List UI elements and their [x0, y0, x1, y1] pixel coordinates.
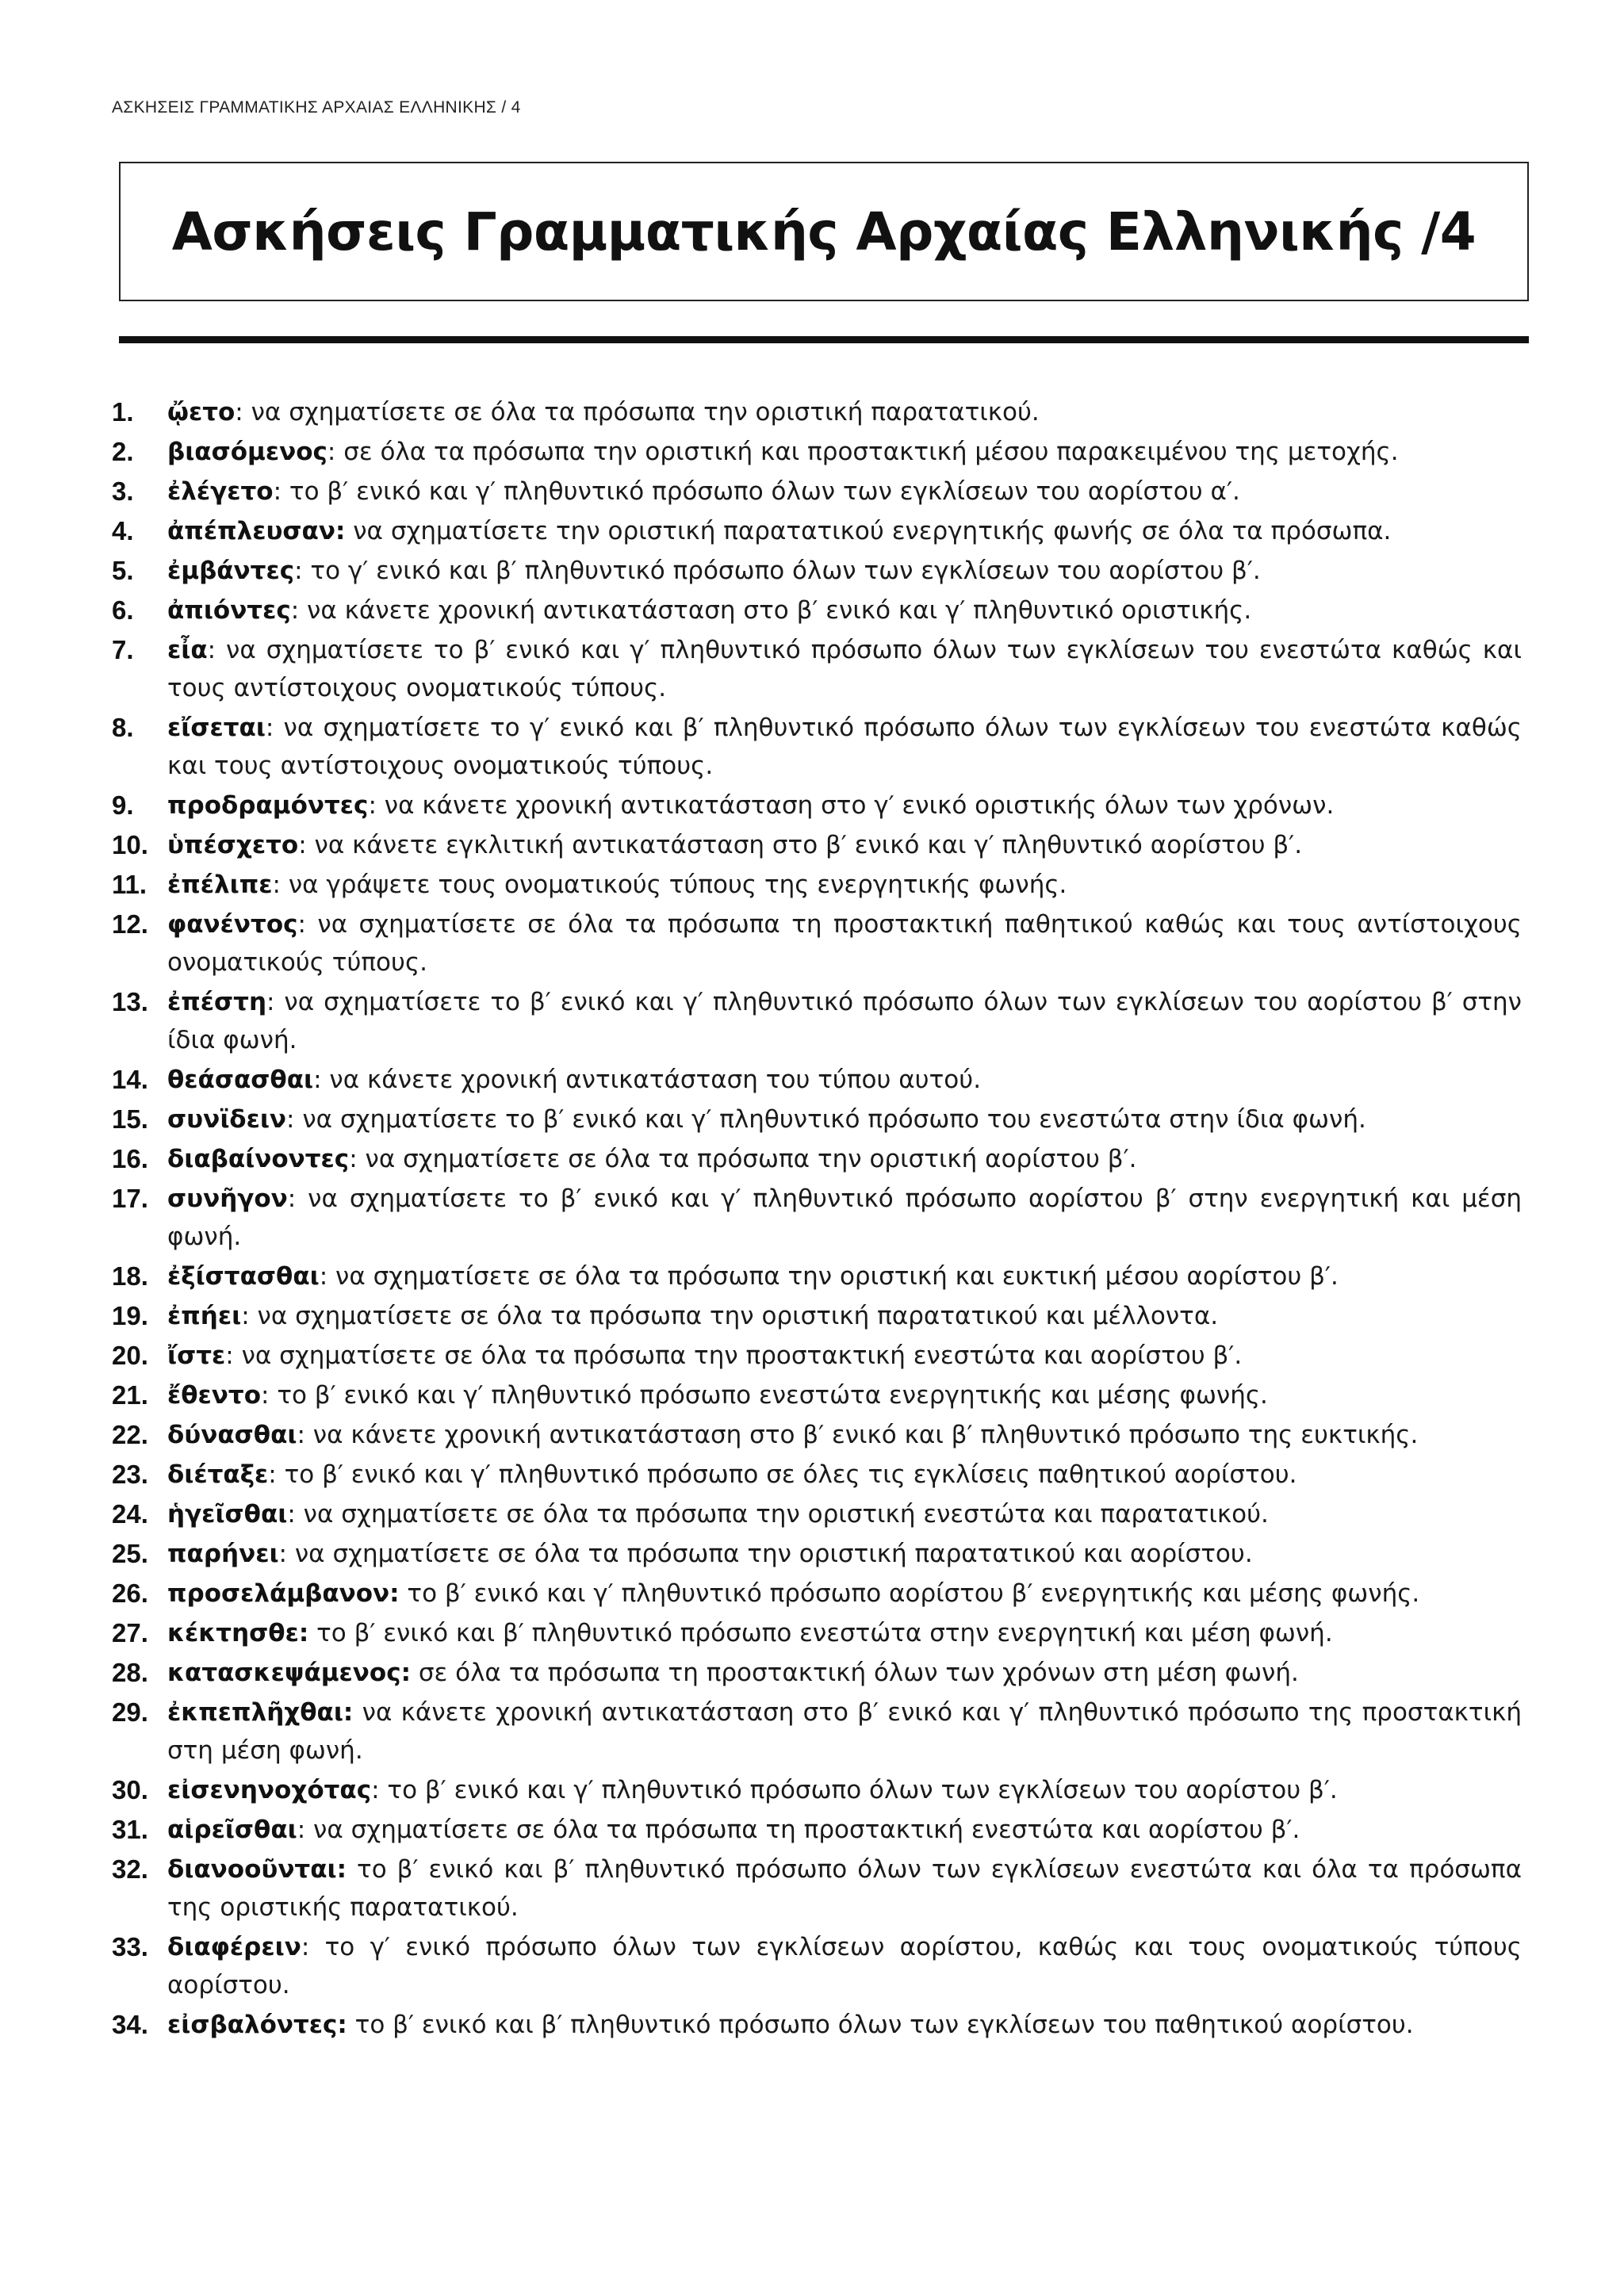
exercise-separator: :	[301, 1933, 325, 1961]
exercise-headword: ἐπέστη	[167, 988, 267, 1016]
exercise-body	[167, 1535, 1522, 1573]
exercise-separator: :	[272, 871, 289, 899]
exercise-body	[167, 1654, 1522, 1692]
exercise-number: 15.	[112, 1104, 148, 1134]
exercise-item	[112, 826, 1522, 864]
exercise-number: 11.	[112, 870, 147, 899]
exercise-body	[167, 1614, 1522, 1652]
exercise-body	[167, 905, 1522, 982]
exercise-headword: κέκτησθε:	[167, 1619, 309, 1647]
exercise-instruction: να κάνετε εγκλιτική αντικατάσταση στο β′ ενικό και γ′ πληθυντικό αορίστου β′.	[314, 831, 1303, 859]
exercise-number: 7.	[112, 635, 134, 664]
exercise-item	[112, 1811, 1522, 1849]
exercise-separator	[345, 517, 353, 545]
exercise-instruction: να σχηματίσετε το γ′ ενικό και β′ πληθυντικό πρόσωπο όλων των εγκλίσεων του ενεστώτα καθώς και τους αντίστοιχους ονοματικούς τύπους.	[167, 714, 1522, 780]
exercise-instruction: το β′ ενικό και γ′ πληθυντικό πρόσωπο όλων των εγκλίσεων του αορίστου β′.	[387, 1776, 1338, 1804]
exercise-instruction: το β′ ενικό και β′ πληθυντικό πρόσωπο ενεστώτα στην ενεργητική και μέση φωνή.	[316, 1619, 1333, 1647]
exercise-separator: :	[286, 1105, 303, 1134]
exercise-separator: :	[313, 1066, 330, 1094]
exercise-number: 10.	[112, 830, 148, 859]
exercise-item	[112, 1575, 1522, 1613]
exercise-item	[112, 709, 1522, 785]
exercise-item	[112, 552, 1522, 590]
exercise-body	[167, 631, 1522, 707]
exercise-number: 33.	[112, 1932, 148, 1961]
exercise-headword: παρήνει	[167, 1540, 279, 1568]
exercise-separator: :	[241, 1302, 258, 1330]
exercise-item	[112, 1140, 1522, 1178]
exercise-separator: :	[297, 1421, 313, 1449]
exercise-separator: :	[261, 1381, 278, 1410]
exercise-item	[112, 1693, 1522, 1770]
exercise-headword: βιασόμενος	[167, 438, 327, 466]
exercise-separator	[353, 1698, 362, 1727]
exercise-instruction: να κάνετε χρονική αντικατάσταση στο β′ ενικό και β′ πληθυντικό πρόσωπο της ευκτικής.	[312, 1421, 1419, 1449]
exercise-body	[167, 1376, 1522, 1414]
exercise-item	[112, 1100, 1522, 1138]
exercise-instruction: να σχηματίσετε σε όλα τα πρόσωπα την οριστική παρατατικού.	[251, 398, 1040, 427]
exercise-separator: :	[235, 398, 251, 427]
exercise-headword: ᾤετο	[167, 398, 236, 427]
exercise-number: 21.	[112, 1380, 148, 1410]
exercise-instruction: το γ′ ενικό και β′ πληθυντικό πρόσωπο όλων των εγκλίσεων του αορίστου β′.	[310, 557, 1261, 585]
exercise-body	[167, 1771, 1522, 1809]
exercise-body	[167, 1928, 1522, 2004]
exercise-headword: ὑπέσχετο	[167, 831, 299, 859]
exercise-separator: :	[207, 636, 227, 664]
exercise-separator: :	[287, 1500, 304, 1529]
exercise-item	[112, 1928, 1522, 2004]
exercise-instruction: να σχηματίσετε σε όλα τα πρόσωπα την οριστική και ευκτική μέσου αορίστου β′.	[335, 1262, 1339, 1291]
exercise-instruction: να σχηματίσετε το β′ ενικό και γ′ πληθυντικό πρόσωπο αορίστου β′ στην ενεργητική και μέση φωνή.	[167, 1184, 1522, 1251]
exercise-body	[167, 1495, 1522, 1533]
exercise-separator: :	[327, 438, 344, 466]
exercise-body	[167, 1811, 1522, 1849]
exercise-instruction: να σχηματίσετε σε όλα τα πρόσωπα τη προστακτική ενεστώτα και αορίστου β′.	[313, 1816, 1300, 1844]
exercise-item	[112, 1337, 1522, 1375]
exercise-body	[167, 983, 1522, 1059]
exercise-body	[167, 826, 1522, 864]
exercise-separator: :	[371, 1776, 388, 1804]
exercise-item	[112, 1376, 1522, 1414]
exercise-separator: :	[368, 791, 385, 820]
exercise-item	[112, 1257, 1522, 1295]
exercise-number: 22.	[112, 1420, 148, 1449]
exercise-instruction: να σχηματίσετε το β′ ενικό και γ′ πληθυντικό πρόσωπο του ενεστώτα στην ίδια φωνή.	[302, 1105, 1366, 1134]
exercise-number: 16.	[112, 1144, 148, 1173]
exercise-number: 32.	[112, 1854, 148, 1884]
exercise-separator: :	[266, 988, 285, 1016]
exercise-headword: διέταξε	[167, 1460, 269, 1489]
exercise-headword: φανέντος	[167, 910, 298, 939]
exercise-headword: προσελάμβανον:	[167, 1579, 400, 1608]
exercise-item	[112, 1061, 1522, 1099]
exercise-item	[112, 1654, 1522, 1692]
exercise-instruction: να σχηματίσετε το β′ ενικό και γ′ πληθυντικό πρόσωπο όλων των εγκλίσεων του ενεστώτα καθώς και τους αντίστοιχους ονοματικούς τύπους.	[167, 636, 1522, 702]
exercise-instruction: να σχηματίσετε σε όλα τα πρόσωπα την οριστική παρατατικού και αορίστου.	[294, 1540, 1253, 1568]
exercise-instruction: σε όλα τα πρόσωπα τη προστακτική όλων των χρόνων στη μέση φωνή.	[418, 1659, 1299, 1687]
exercise-number: 6.	[112, 595, 134, 625]
title-underline-rule	[119, 336, 1529, 343]
exercise-separator	[347, 2011, 355, 2039]
exercise-instruction: να σχηματίσετε σε όλα τα πρόσωπα την οριστική παρατατικού και μέλλοντα.	[257, 1302, 1219, 1330]
exercise-body	[167, 1850, 1522, 1927]
exercise-separator: :	[294, 557, 311, 585]
exercise-headword: ἐπήει	[167, 1302, 242, 1330]
exercise-headword: ἐξίστασθαι	[167, 1262, 320, 1291]
exercise-body	[167, 473, 1522, 511]
exercise-body	[167, 1337, 1522, 1375]
exercise-item	[112, 1495, 1522, 1533]
exercise-body	[167, 1416, 1522, 1454]
exercise-item	[112, 905, 1522, 982]
exercise-item	[112, 1614, 1522, 1652]
exercise-headword: εἰσενηνοχότας	[167, 1776, 372, 1804]
exercise-headword: ἔθεντο	[167, 1381, 262, 1410]
exercise-headword: ἐκπεπλῆχθαι:	[167, 1698, 354, 1727]
exercise-headword: συνϊδειν	[167, 1105, 287, 1134]
exercise-number: 1.	[112, 397, 134, 427]
exercise-number: 29.	[112, 1697, 148, 1727]
exercise-headword: διανοοῦνται:	[167, 1855, 347, 1884]
exercise-body	[167, 1061, 1522, 1099]
exercise-body	[167, 1693, 1522, 1770]
exercise-number: 31.	[112, 1815, 148, 1844]
exercise-number: 20.	[112, 1341, 148, 1370]
exercise-number: 5.	[112, 556, 134, 585]
exercise-headword: συνῆγον	[167, 1184, 288, 1213]
exercise-number: 24.	[112, 1499, 148, 1529]
exercise-instruction: το β′ ενικό και β′ πληθυντικό πρόσωπο όλων των εγκλίσεων του παθητικού αορίστου.	[354, 2011, 1414, 2039]
exercise-body	[167, 786, 1522, 825]
exercise-separator: :	[265, 714, 284, 742]
exercise-instruction: σε όλα τα πρόσωπα την οριστική και προστακτική μέσου παρακειμένου της μετοχής.	[343, 438, 1399, 466]
exercise-number: 3.	[112, 476, 134, 506]
exercise-instruction: να σχηματίσετε σε όλα τα πρόσωπα την οριστική ενεστώτα και παρατατικού.	[303, 1500, 1269, 1529]
exercise-separator: :	[290, 596, 308, 625]
exercise-headword: εἰσβαλόντες:	[167, 2011, 347, 2039]
exercise-body	[167, 393, 1522, 431]
exercise-number: 23.	[112, 1460, 148, 1489]
exercise-number: 30.	[112, 1775, 148, 1804]
exercise-instruction: το β′ ενικό και γ′ πληθυντικό πρόσωπο όλων των εγκλίσεων του αορίστου α′.	[289, 477, 1240, 506]
exercise-number: 13.	[112, 987, 148, 1016]
exercise-item	[112, 1180, 1522, 1256]
exercise-headword: αἱρεῖσθαι	[167, 1816, 297, 1844]
exercise-headword: ἀπέπλευσαν:	[167, 517, 346, 545]
exercise-number: 8.	[112, 713, 134, 742]
exercise-headword: θεάσασθαι	[167, 1066, 314, 1094]
exercise-number: 28.	[112, 1658, 148, 1687]
exercise-number: 2.	[112, 437, 134, 466]
exercise-body	[167, 1456, 1522, 1494]
exercise-body	[167, 1297, 1522, 1335]
exercise-item	[112, 866, 1522, 904]
running-header: ΑΣΚΗΣΕΙΣ ΓΡΑΜΜΑΤΙΚΗΣ ΑΡΧΑΙΑΣ ΕΛΛΗΝΙΚΗΣ / 4	[112, 98, 521, 117]
exercise-headword: ἐμβάντες	[167, 557, 295, 585]
exercise-instruction: το γ′ ενικό πρόσωπο όλων των εγκλίσεων αορίστου, καθώς και τους ονοματικούς τύπους αορίστου.	[167, 1933, 1522, 1999]
exercise-headword: ἡγεῖσθαι	[167, 1500, 288, 1529]
exercise-body	[167, 1257, 1522, 1295]
exercise-instruction: το β′ ενικό και γ′ πληθυντικό πρόσωπο αορίστου β′ ενεργητικής και μέσης φωνής.	[407, 1579, 1420, 1608]
exercise-item	[112, 433, 1522, 471]
exercise-separator	[411, 1659, 419, 1687]
exercise-separator: :	[278, 1540, 295, 1568]
exercise-headword: κατασκεψάμενος:	[167, 1659, 411, 1687]
exercise-body	[167, 2006, 1522, 2044]
exercise-item	[112, 473, 1522, 511]
exercise-body	[167, 866, 1522, 904]
exercise-number: 12.	[112, 909, 148, 939]
exercise-headword: διαβαίνοντες	[167, 1145, 350, 1173]
exercise-separator: :	[297, 910, 318, 939]
exercise-number: 34.	[112, 2010, 148, 2039]
exercise-headword: προδραμόντες	[167, 791, 369, 820]
exercise-headword: ἴστε	[167, 1341, 226, 1370]
title-box	[119, 162, 1529, 301]
exercise-list	[112, 393, 1522, 2045]
exercise-separator: :	[297, 1816, 314, 1844]
exercise-instruction: να σχηματίσετε σε όλα τα πρόσωπα τη προστακτική παθητικού καθώς και τους αντίστοιχους ονοματικούς τύπους.	[167, 910, 1522, 977]
exercise-separator: :	[268, 1460, 285, 1489]
exercise-instruction: να κάνετε χρονική αντικατάσταση στο β′ ενικό και γ′ πληθυντικό οριστικής.	[307, 596, 1252, 625]
exercise-headword: ἀπιόντες	[167, 596, 291, 625]
exercise-number: 19.	[112, 1301, 148, 1330]
exercise-body	[167, 709, 1522, 785]
exercise-separator	[308, 1619, 316, 1647]
exercise-item	[112, 983, 1522, 1059]
exercise-number: 18.	[112, 1261, 148, 1291]
exercise-separator: :	[349, 1145, 366, 1173]
exercise-body	[167, 1100, 1522, 1138]
exercise-item	[112, 1297, 1522, 1335]
exercise-number: 27.	[112, 1618, 148, 1647]
exercise-headword: δύνασθαι	[167, 1421, 297, 1449]
exercise-item	[112, 512, 1522, 550]
exercise-body	[167, 1575, 1522, 1613]
exercise-instruction: να σχηματίσετε σε όλα τα πρόσωπα την προστακτική ενεστώτα και αορίστου β′.	[241, 1341, 1243, 1370]
exercise-number: 9.	[112, 790, 134, 820]
exercise-headword: ἐπέλιπε	[167, 871, 273, 899]
exercise-item	[112, 393, 1522, 431]
exercise-body	[167, 591, 1522, 629]
exercise-body	[167, 552, 1522, 590]
exercise-body	[167, 433, 1522, 471]
exercise-separator: :	[298, 831, 315, 859]
exercise-instruction: να κάνετε χρονική αντικατάσταση στο β′ ενικό και γ′ πληθυντικό πρόσωπο της προστακτική στη μέση φωνή.	[167, 1698, 1522, 1765]
exercise-item	[112, 1416, 1522, 1454]
page-title: Ασκήσεις Γραμματικής Αρχαίας Ελληνικής /4	[171, 201, 1477, 262]
exercise-separator	[400, 1579, 408, 1608]
exercise-headword: εἴσεται	[167, 714, 266, 742]
exercise-item	[112, 2006, 1522, 2044]
exercise-body	[167, 1180, 1522, 1256]
exercise-instruction: το β′ ενικό και β′ πληθυντικό πρόσωπο όλων των εγκλίσεων ενεστώτα και όλα τα πρόσωπα της οριστικής παρατατικού.	[167, 1855, 1522, 1922]
exercise-instruction: το β′ ενικό και γ′ πληθυντικό πρόσωπο ενεστώτα ενεργητικής και μέσης φωνής.	[277, 1381, 1268, 1410]
exercise-number: 26.	[112, 1578, 148, 1608]
exercise-item	[112, 591, 1522, 629]
exercise-separator: :	[319, 1262, 336, 1291]
exercise-instruction: το β′ ενικό και γ′ πληθυντικό πρόσωπο σε όλες τις εγκλίσεις παθητικού αορίστου.	[284, 1460, 1297, 1489]
exercise-separator	[347, 1855, 357, 1884]
exercise-item	[112, 1771, 1522, 1809]
exercise-instruction: να γράψετε τους ονοματικούς τύπους της ενεργητικής φωνής.	[288, 871, 1067, 899]
exercise-headword: εἶα	[167, 636, 208, 664]
exercise-instruction: να κάνετε χρονική αντικατάσταση στο γ′ ενικό οριστικής όλων των χρόνων.	[384, 791, 1335, 820]
exercise-instruction: να σχηματίσετε την οριστική παρατατικού ενεργητικής φωνής σε όλα τα πρόσωπα.	[353, 517, 1392, 545]
exercise-item	[112, 631, 1522, 707]
exercise-number: 25.	[112, 1539, 148, 1568]
exercise-item	[112, 1456, 1522, 1494]
exercise-headword: διαφέρειν	[167, 1933, 301, 1961]
exercise-headword: ἐλέγετο	[167, 477, 274, 506]
exercise-separator: :	[273, 477, 289, 506]
exercise-item	[112, 786, 1522, 825]
exercise-instruction: να κάνετε χρονική αντικατάσταση του τύπου αυτού.	[329, 1066, 982, 1094]
exercise-instruction: να σχηματίσετε σε όλα τα πρόσωπα την οριστική αορίστου β′.	[365, 1145, 1137, 1173]
exercise-number: 17.	[112, 1184, 148, 1213]
exercise-separator: :	[225, 1341, 242, 1370]
exercise-body	[167, 512, 1522, 550]
exercise-item	[112, 1535, 1522, 1573]
exercise-number: 4.	[112, 516, 134, 545]
exercise-item	[112, 1850, 1522, 1927]
exercise-instruction: να σχηματίσετε το β′ ενικό και γ′ πληθυντικό πρόσωπο όλων των εγκλίσεων του αορίστου β′ στην ίδια φωνή.	[167, 988, 1522, 1054]
exercise-number: 14.	[112, 1065, 148, 1094]
exercise-separator: :	[287, 1184, 308, 1213]
exercise-body	[167, 1140, 1522, 1178]
